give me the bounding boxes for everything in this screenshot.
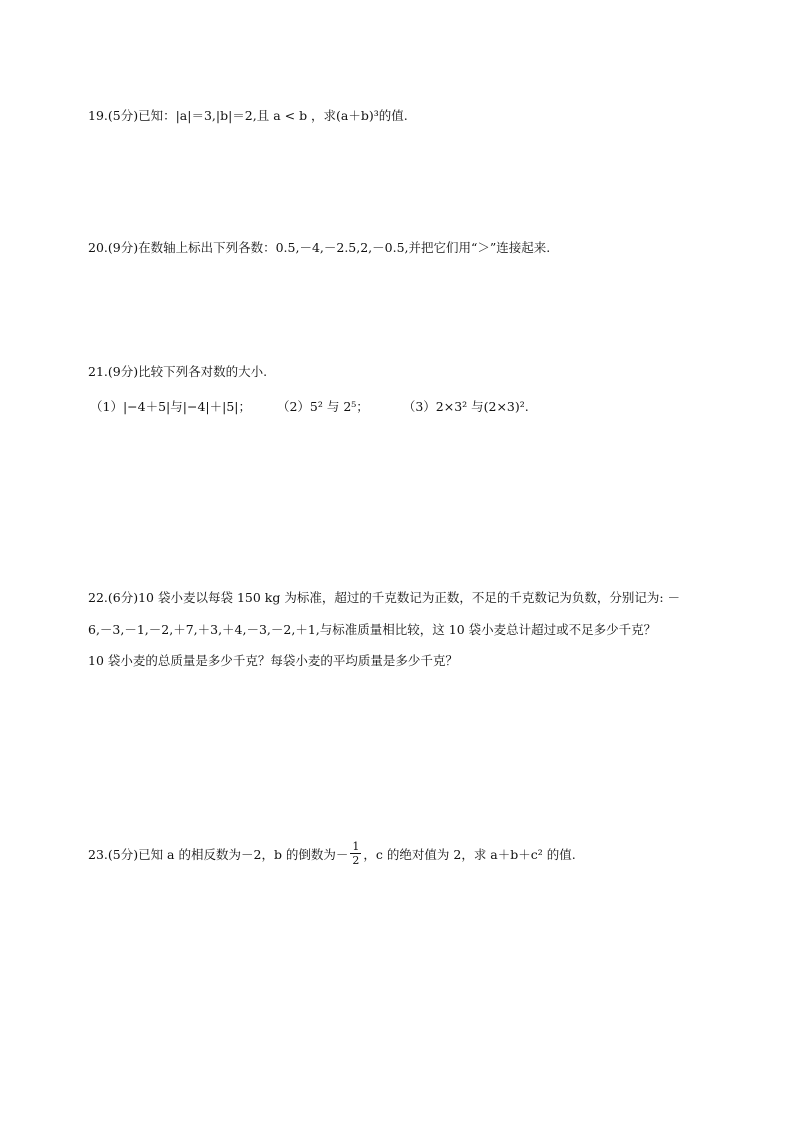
question-23-text-before: 23.(5分)已知 a 的相反数为－2，b 的倒数为－ (88, 847, 349, 862)
question-22-line-1 (88, 588, 680, 608)
fraction-denominator: 2 (352, 854, 360, 867)
question-21-title (88, 362, 267, 382)
question-22-line-3-text: 10 袋小麦的总质量是多少千克？每袋小麦的平均质量是多少千克？ (88, 653, 458, 668)
question-21-parts (90, 397, 529, 417)
fraction-numerator: 1 (352, 840, 360, 853)
fraction-one-half (350, 840, 361, 867)
question-22-line-2-text: 6,－3,－1,－2,＋7,＋3,＋4,－3,－2,＋1,与标准质量相比较，这 10 袋小麦总计超过或不足多少千克？ (88, 622, 657, 637)
question-19 (88, 106, 408, 126)
question-21-part-2: （2）5² 与 2⁵； (276, 399, 369, 414)
question-20 (88, 238, 550, 258)
question-21-part-3: （3）2×3² 与(2×3)². (402, 399, 529, 414)
question-23 (88, 842, 576, 869)
question-23-text-after: ，c 的绝对值为 2，求 a＋b＋c² 的值. (363, 847, 576, 862)
question-20-text: 20.(9分)在数轴上标出下列各数：0.5,－4,－2.5,2,－0.5,并把它们用“＞”连接起来. (88, 240, 551, 255)
question-19-text: 19.(5分)已知：|a|＝3,|b|＝2,且 a < b ，求(a＋b)³的值. (88, 108, 408, 123)
question-21-title-text: 21.(9分)比较下列各对数的大小. (88, 364, 268, 379)
question-22-line-1-text: 22.(6分)10 袋小麦以每袋 150 kg 为标准，超过的千克数记为正数，不足的千克数记为负数，分别记为: － (88, 590, 681, 605)
question-22-line-2 (88, 620, 656, 640)
question-22-line-3 (88, 651, 458, 671)
question-21-part-1: （1）|−4＋5|与|−4|＋|5|； (90, 399, 251, 414)
